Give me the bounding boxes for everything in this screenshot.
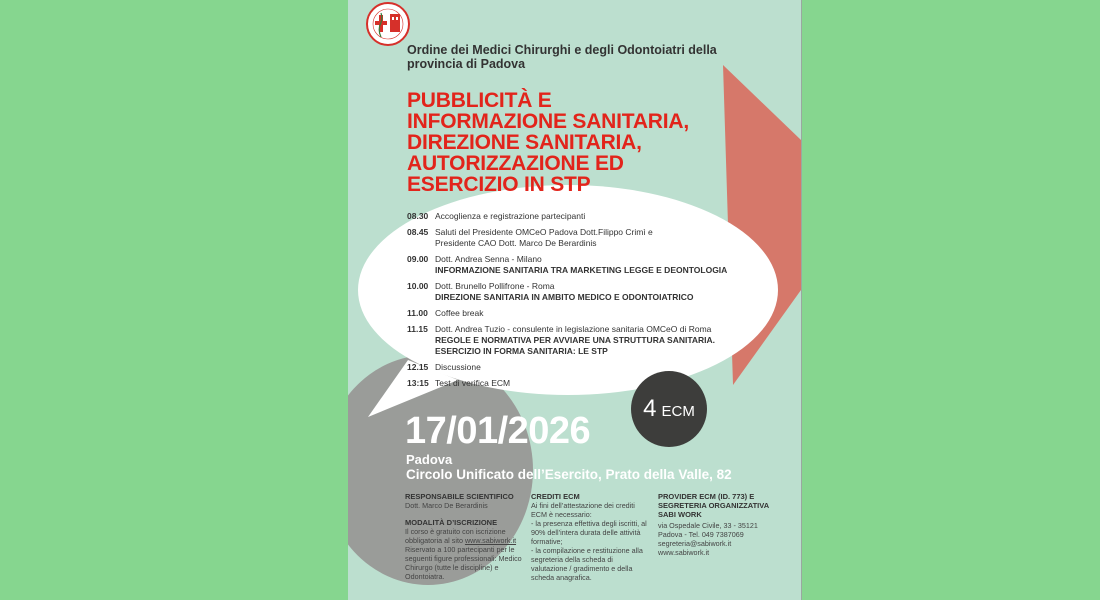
program-text: Test di verifica ECM (435, 378, 511, 388)
modalita-text-2: Riservato a 100 partecipanti per le seguenti figure professionali: Medico Chirurgo (tutte le discipline) e Odontoiatra. (405, 545, 522, 581)
responsabile-name: Dott. Marco De Berardinis (405, 501, 488, 510)
program-time: 11.15 (407, 324, 428, 334)
program-time: 08.30 (407, 211, 429, 221)
program-item (407, 324, 752, 357)
ecm-number: 4 (643, 395, 657, 422)
program-talk-title: REGOLE E NORMATIVA PER AVVIARE UNA STRUTTURA SANITARIA. ESERCIZIO IN FORMA SANITARIA: LE STP (435, 335, 716, 356)
program-time: 11.00 (407, 308, 428, 318)
program-text: Dott. Andrea Tuzio - consulente in legislazione sanitaria OMCeO di Roma (435, 324, 712, 334)
program-time: 09.00 (407, 254, 429, 264)
title-line: PUBBLICITÀ E (407, 89, 552, 112)
provider-heading: PROVIDER ECM (ID. 773) E (658, 492, 755, 501)
provider-phone: Padova - Tel. 049 7387069 (658, 530, 744, 539)
program-item (407, 281, 787, 303)
program-text: Coffee break (435, 308, 484, 318)
event-date: 17/01/2026 (405, 410, 591, 452)
program-schedule (407, 211, 787, 394)
modalita-text: Il corso è gratuito con iscrizione obbligatoria al sito (405, 527, 506, 545)
program-text: Accoglienza e registrazione partecipanti (435, 211, 586, 221)
title-line: AUTORIZZAZIONE ED (407, 152, 624, 175)
program-time: 13:15 (407, 378, 429, 388)
crediti-text: Ai fini dell’attestazione dei crediti ECM è necessario: (531, 501, 635, 519)
crediti-item: - la compilazione e restituzione alla segreteria della scheda di valutazione / gradimento e della scheda anagrafica. (531, 546, 643, 582)
program-text: Dott. Brunello Pollifrone - Roma (435, 281, 555, 291)
program-text: Dott. Andrea Senna - Milano (435, 254, 542, 264)
program-item (407, 227, 677, 249)
title-line: DIREZIONE SANITARIA, (407, 131, 642, 154)
program-time: 12.15 (407, 362, 429, 372)
omceo-padova-seal-icon (362, 2, 414, 46)
program-item (407, 254, 787, 276)
program-item (407, 308, 787, 319)
program-text: Saluti del Presidente OMCeO Padova Dott.Filippo Crimì e Presidente CAO Dott. Marco De Berardinis (435, 227, 653, 248)
event-venue: Circolo Unificato dell’Esercito, Prato della Valle, 82 (406, 467, 732, 482)
program-talk-title: INFORMAZIONE SANITARIA TRA MARKETING LEGGE E DEONTOLOGIA (435, 265, 728, 275)
program-time: 10.00 (407, 281, 429, 291)
ecm-credits-badge (631, 371, 707, 447)
event-city: Padova (406, 452, 453, 467)
info-column-provider (658, 492, 793, 557)
program-text: Discussione (435, 362, 481, 372)
event-poster (348, 0, 802, 600)
event-title (407, 90, 747, 195)
provider-heading: SEGRETERIA ORGANIZZATIVA (658, 501, 770, 510)
sabiwork-link[interactable]: www.sabiwork.it (464, 536, 517, 545)
program-item (407, 362, 787, 373)
ecm-label: ECM (661, 402, 695, 420)
info-column-credits (531, 492, 649, 582)
provider-email[interactable]: segreteria@sabiwork.it (658, 539, 732, 548)
program-talk-title: DIREZIONE SANITARIA IN AMBITO MEDICO E ODONTOIATRICO (435, 292, 694, 302)
provider-website[interactable]: www.sabiwork.it (658, 548, 710, 557)
title-line: ESERCIZIO IN STP (407, 173, 591, 196)
crediti-item: - la presenza effettiva degli iscritti, al 90% dell’intera durata delle attività formative; (531, 519, 647, 546)
crediti-heading: CREDITI ECM (531, 492, 580, 501)
responsabile-heading: RESPONSABILE SCIENTIFICO (405, 492, 514, 501)
modalita-heading: MODALITÀ D’ISCRIZIONE (405, 518, 498, 527)
title-line: INFORMAZIONE SANITARIA, (407, 110, 689, 133)
program-item (407, 378, 787, 389)
program-time: 08.45 (407, 227, 429, 237)
provider-address: via Ospedale Civile, 33 - 35121 (658, 521, 758, 530)
provider-heading: SABI WORK (658, 510, 702, 519)
program-item (407, 211, 787, 222)
info-column-registration (405, 492, 525, 581)
organization-name: Ordine dei Medici Chirurghi e degli Odontoiatri della provincia di Padova (407, 43, 717, 71)
